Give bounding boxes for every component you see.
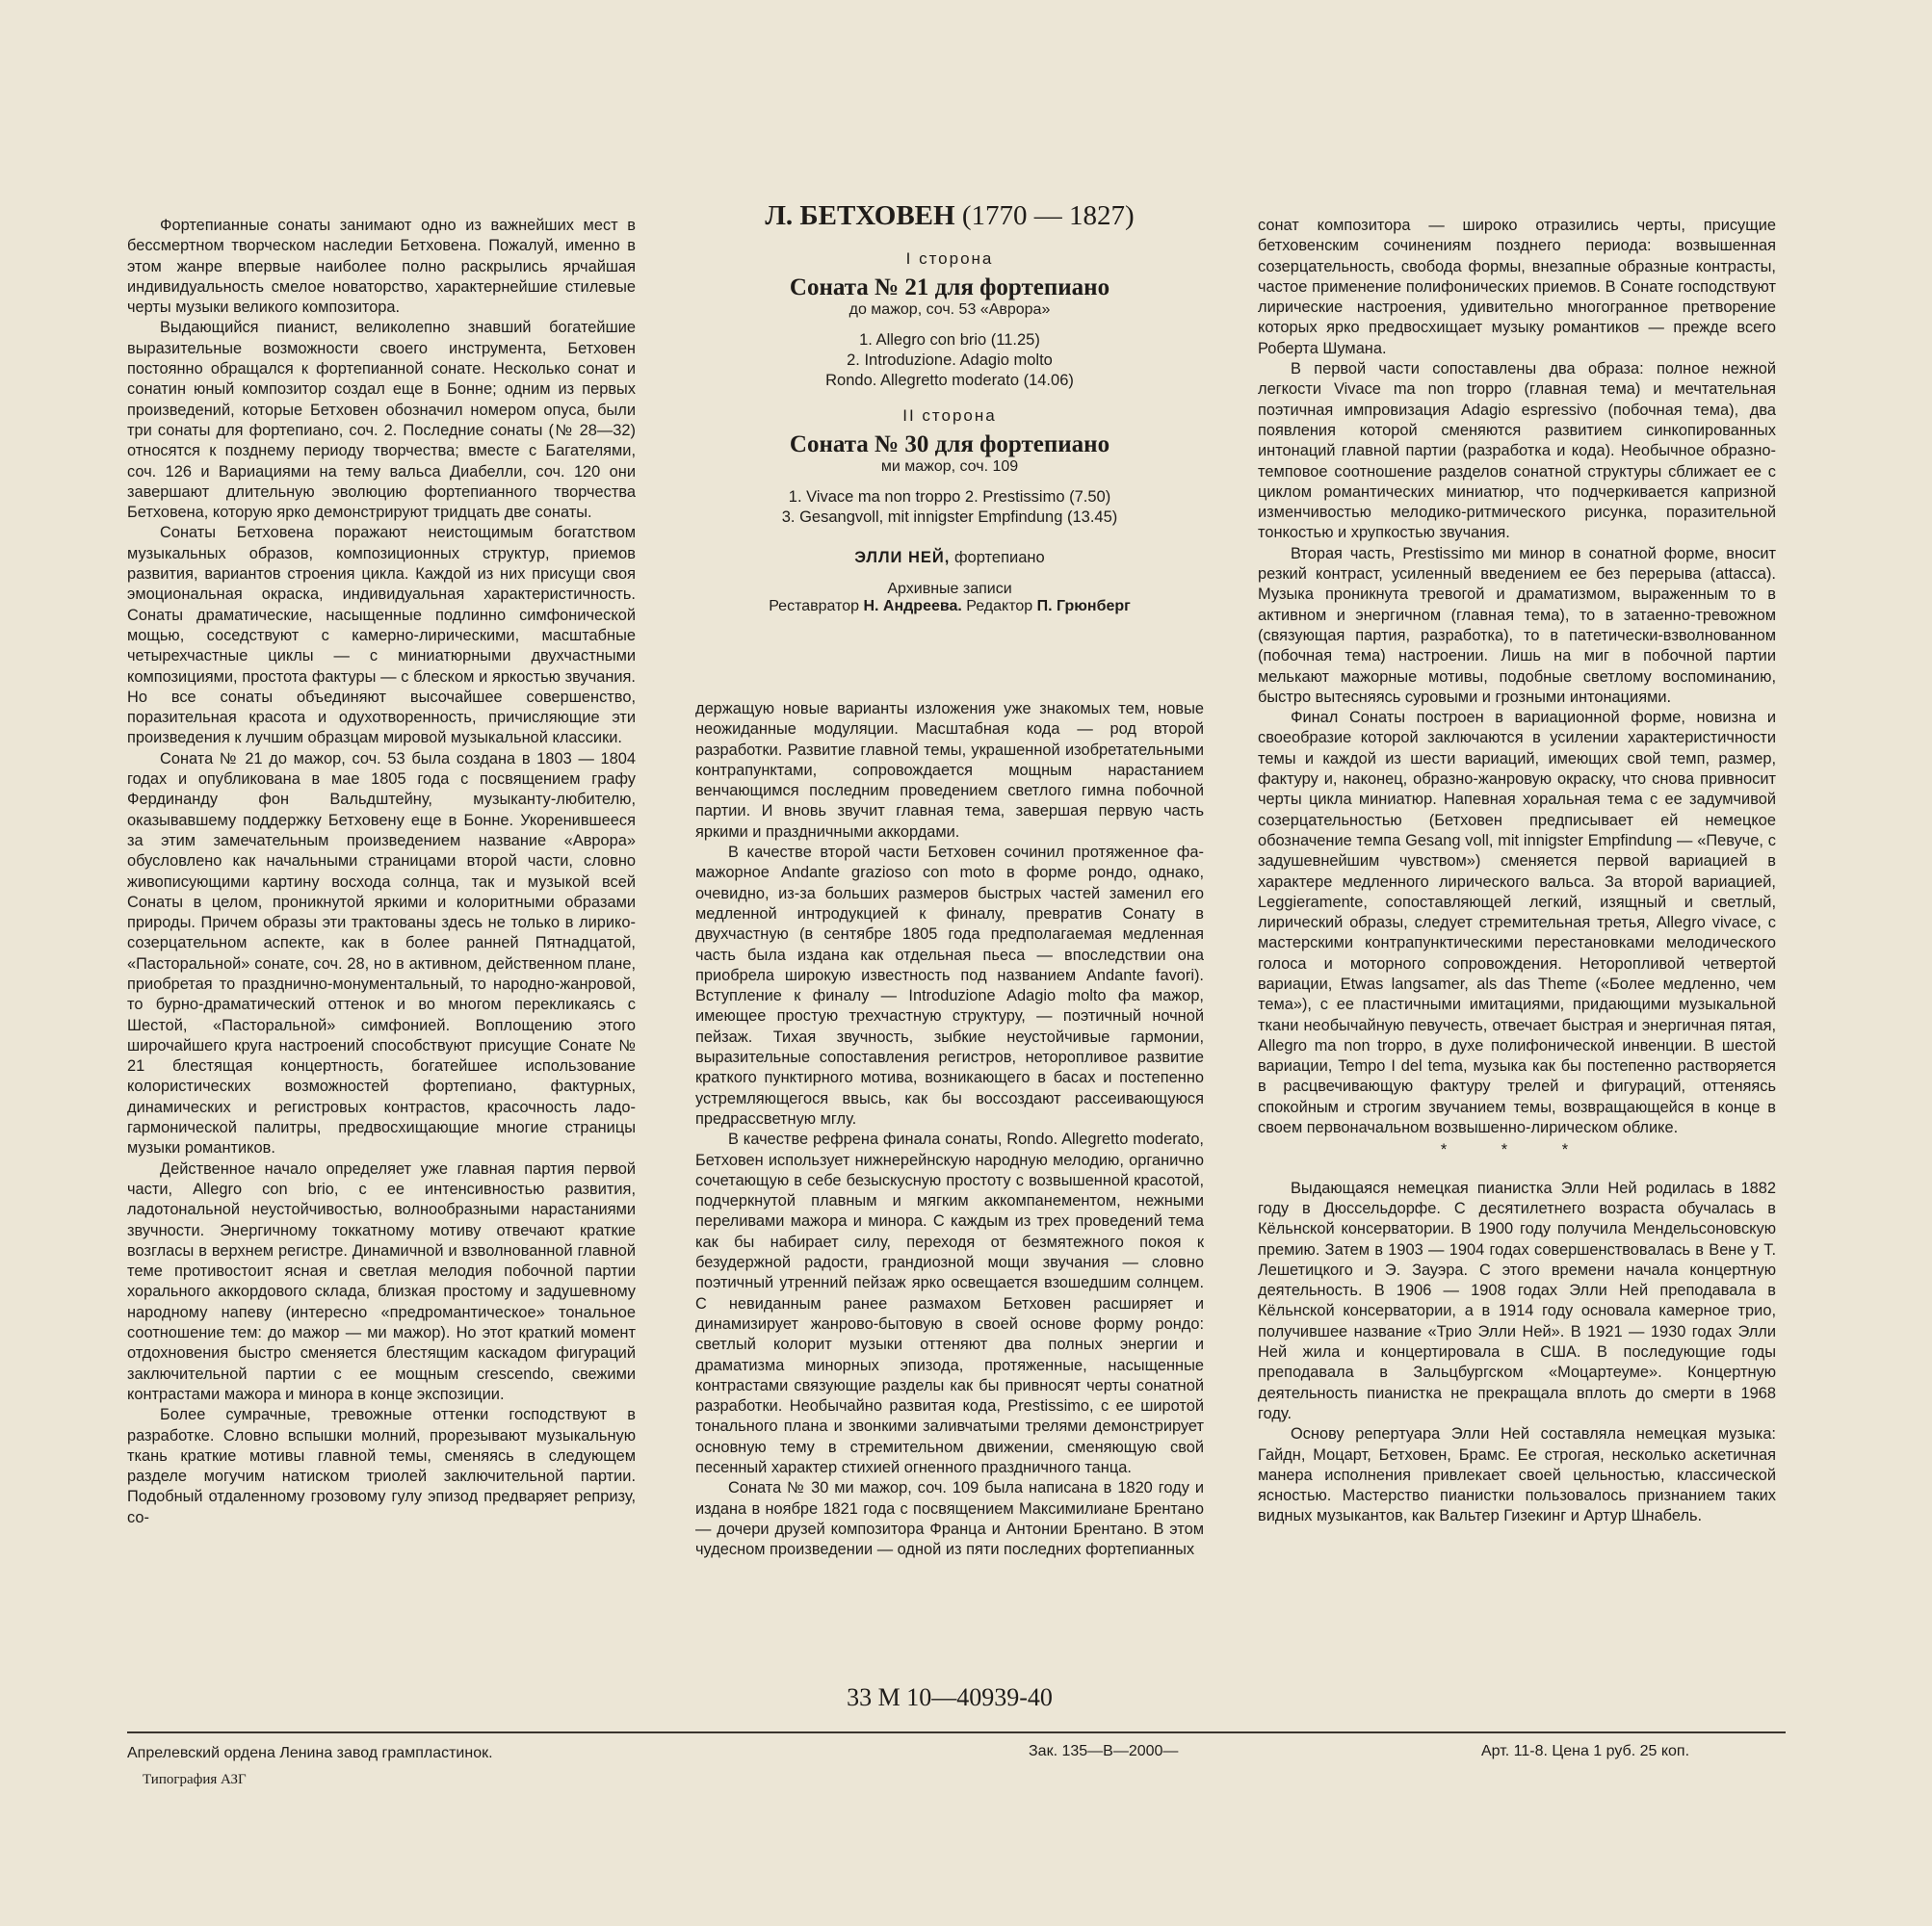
printer-line: Типография АЗГ (143, 1772, 247, 1787)
performer-role: фортепиано (953, 549, 1045, 566)
middle-text-column (695, 699, 1204, 1560)
paragraph: держащую новые варианты изложения уже знакомых тем, новые неожиданные модуляции. Масштабная кода — род второй разработки. Развитие главной темы, украшенной изобретательными контрапунктами, сопровождается мощным нарастанием венчающимся последним проведением светлого гимна побочной партии. И вновь звучит главная тема, завершая первую часть яркими и праздничными аккордами. (695, 700, 1204, 841)
paragraph: В качестве рефрена финала сонаты, Rondo. Allegretto moderato, Бетховен использует нижнерейнскую народную мелодию, органично сочетающую в себе безыскусную простоту с возвышенной красотой, подчеркнутой плавным и мягким аккомпанементом, нежными переливами мажора и минора. С каждым из трех проведений тема как бы набирает силу, переходя от безмятежного покоя к безудержной радости, грандиозной мощи звучания — словно поэтичный утренний пейзаж ярко освещается взошедшим солнцем. С невиданным ранее размахом Бетховен расширяет и динамизирует жанрово-бытовую в своей основе форму рондо: светлый колорит музыки оттеняют два полных энергии и драматизма минорных эпизода, протяженные, насыщенные контрастами связующие разделы как бы привносят черты сонатной разработки. Необычайно развитая кода, Prestissimo, с ее широтой тонального плана и звонкими заливчатыми трелями демонстрирует основную тему в стремительном движении, сменяющую свой песенный характер стихией огненного праздничного танца. (695, 1131, 1204, 1476)
sonata-21-title: Соната № 21 для фортепиано (789, 274, 1110, 300)
paragraph: Соната № 21 до мажор, соч. 53 была создана в 1803 — 1804 годах и опубликована в мае 1805 года с посвящением графу Фердинанду фон Вальдштейну, музыканту-любителю, оказывавшему поддержку Бетховену еще в Бонне. Укоренившееся за этим замечательным произведением название «Аврора» обусловлено как начальными страницами второй части, словно живописующими картину восхода солнца, так и музыкой всей Сонаты в целом, проникнутой яркими и колоритными образами природы. Причем образы эти трактованы здесь не только в лирико-созерцательном аспекте, как в более ранней Пятнадцатой, «Пасторальной» сонате, соч. 28, но в активном, действенном плане, приобретая то празднично-монументальный, то народно-жанровой, то бурно-драматический оттенок и во многом перекликаясь с Шестой, «Пасторальной» симфонией. Воплощению этого широчайшего круга настроений способствуют присущие Сонате № 21 блестящая концертность, богатейшее использование колористических возможностей фортепиано, фактурных, динамических и регистровых контрастов, красочность ладо-гармонической палитры, предвосхищающие многие страницы музыки романтиков. (127, 749, 636, 1158)
composer-name: Л. БЕТХОВЕН (765, 200, 955, 231)
archive-note: Архивные записи (887, 581, 1012, 597)
performer-name: ЭЛЛИ НЕЙ, (854, 549, 951, 566)
catalog-number: 33 М 10—40939-40 (847, 1683, 1053, 1711)
editor-name: П. Грюнберг (1036, 598, 1131, 614)
left-text-column (127, 216, 636, 1528)
paragraph: Финал Сонаты построен в вариационной форме, новизна и своеобразие которой заключаются в усилении характеристичности темы и каждой из шести вариаций, имеющих свой темп, размер, фактуру и, наконец, образно-жанровую окраску, что снова привносит черты цикла миниатюр. Напевная хоральная тема с ее задумчивой созерцательностью (Бетховен предписывает ей немецкое обозначение темпа Gesang voll, mit innigster Empfindung — «Певуче, с задушевнейшим чувством») сменяется первой вариацией в характере медленного лирического вальса. За второй вариацией, Leggieramente, сопоставляющей легкий, изящный и светлый, лирический образы, следует стремительная третья, Allegro vivace, с мастерскими контрапунктическими перестановками мелодического голоса и моторного сопровождения. Неторопливой четвертой вариации, Etwas langsamer, als das Theme («Более медленно, чем тема»), с ее пластичными имитациями, придающими музыкальной ткани необычайную певучесть, отвечает быстрая и энергичная пятая, Allegro ma non troppo, в духе полифонической инвенции. В шестой вариации, Tempo I del tema, музыка как бы постепенно растворяется в расцвечивающую фактуру трелей и фигураций, оттеняясь спокойным и строгим звучанием темы, возвращающейся в конце в своем первоначальном возвышенно-лирическом облике. (1258, 709, 1776, 1137)
paragraph: Выдающийся пианист, великолепно знавший богатейшие выразительные возможности своего инструмента, Бетховен постоянно обращался к фортепианной сонате. Несколько сонат и сонатин юный композитор создал еще в Бонне; одним из первых произведений, которые Бетховен обозначил номером опуса, были три сонаты для фортепиано, соч. 2. Последние сонаты (№ 28—32) относятся к позднему периоду творчества; вместе с Багателями, соч. 126 и Вариациями на тему вальса Диабелли, соч. 120 они завершают длительную эволюцию фортепианного творчества Бетховена, которую ярко демонстрируют тридцать две сонаты. (127, 319, 636, 522)
sonata-30-key: ми мажор, соч. 109 (880, 458, 1019, 475)
track: 1. Vivace ma non troppo 2. Prestissimo (7.50) (788, 488, 1111, 506)
paragraph: Вторая часть, Prestissimo ми минор в сонатной форме, вносит резкий контраст, усиленный введением ее без перерыва (attacca). Музыка проникнута тревогой и драматизмом, выраженным то в активном и энергичном (главная тема), то в затаенно-тревожном (связующая партия, разработка), то в патетически-взволнованном (побочная тема) настроении. Лишь на миг в побочной партии мелькают мажорные мотивы, подобные светлому воспоминанию, быстро вытесняясь суровыми и грозными интонациями. (1258, 544, 1776, 706)
paragraph: Соната № 30 ми мажор, соч. 109 была написана в 1820 году и издана в ноябре 1821 года с посвящением Максимилиане Брентано — дочери друзей композитора Франца и Антонии Брентано. В этом чудесном произведении — одной из пяти последних фортепианных (695, 1479, 1204, 1559)
paragraph: Основу репертуара Элли Ней составляла немецкая музыка: Гайдн, Моцарт, Бетховен, Брамс. Ее строгая, несколько аскетичная манера исполнения привлекает своей цельностью, классической ясностью. Мастерство пианистки пользовалось признанием таких видных музыкантов, как Вальтер Гизекинг и Артур Шнабель. (1258, 1425, 1776, 1525)
paragraph: Более сумрачные, тревожные оттенки господствуют в разработке. Словно вспышки молний, прорезывают музыкальную ткань краткие мотивы главной темы, сменяясь в следующем разделе могучим натиском триолей заключительной партии. Подобный отдаленному грозовому гулу эпизод предваряет репризу, со- (127, 1406, 636, 1526)
order-number: Зак. 135—В—2000— (1029, 1743, 1179, 1759)
price-line: Арт. 11-8. Цена 1 руб. 25 коп. (1481, 1743, 1690, 1759)
paragraph: Действенное начало определяет уже главная партия первой части, Allegro con brio, с ее интенсивностью развития, ладотональной неустойчивостью, волнообразными нарастаниями звучности. Энергичному токкатному мотиву отвечают краткие возгласы в верхнем регистре. Динамичной и взволнованной главной теме противостоит ясная и светлая мелодия побочной партии хорального аккордового склада, близкая простому и задушевному народному напеву (интересно «предромантическое» тональное соотношение тем: до мажор — ми мажор). Но этот краткий момент отдохновения быстро сменяется блестящим каскадом фигураций заключительной партии с ее мощным crescendo, свежими контрастами мажора и минора в конце экспозиции. (127, 1159, 636, 1403)
paragraph: сонат композитора — широко отразились черты, присущие бетховенским сочинениям позднего периода: возвышенная созерцательность, свобода формы, внезапные образные контрасты, частое применение полифонических приемов. В Сонате господствуют лирические настроения, удивительно многогранное претворение которых ярко предвосхищает музыку романтиков — прежде всего Роберта Шумана. (1258, 217, 1776, 357)
right-text-column (1258, 216, 1776, 1527)
side-one-label: I сторона (905, 249, 994, 268)
paragraph: В качестве второй части Бетховен сочинил протяженное фа-мажорное Andante grazioso con moto в форме рондо, однако, очевидно, из-за больших размеров быстрых частей заменил его медленной интродукцией к финалу, превратив Сонату в двухчастную (в сентябре 1805 года предполагаемая медленная часть была издана как отдельная пьеса — впоследствии она приобрела широкую известность под названием Andante favori). Вступление к финалу — Introduzione Adagio molto фа мажор, имеющее простую трехчастную структуру, — поэтичный ночной пейзаж. Тихая звучность, зыбкие неустойчивые гармонии, выразительные сопоставления регистров, неторопливое развитие краткого пунктирного мотива, возникающего в басах и постепенно устремляющегося ввысь, как бы воссоздают рассеивающуюся предрассветную мглу. (695, 844, 1204, 1128)
restorer-label: Реставратор (769, 598, 860, 614)
sonata-21-key: до мажор, соч. 53 «Аврора» (849, 301, 1051, 318)
paragraph: Сонаты Бетховена поражают неистощимым богатством музыкальных образов, композиционных структур, приемов развития, вариантов строения цикла. Каждой из них присущи своя эмоциональная окраска, индивидуальная характеристичность. Сонаты драматические, насыщенные подлинно симфонической мощью, соседствуют с камерно-лирическими, масштабные четырехчастные циклы — с миниатюрными двухчастными композициями, простота фактуры — с блеском и яркостью звучания. Но все сонаты объединяют высочайшее совершенство, поразительная красота и одухотворенность, причисляющие эти произведения к лучшим образцам мировой музыкальной классики. (127, 524, 636, 747)
editor-label: Редактор (966, 598, 1033, 614)
composer-years: (1770 — 1827) (961, 200, 1135, 231)
track: 2. Introduzione. Adagio molto (847, 351, 1053, 369)
credits (695, 598, 1204, 615)
performer (695, 549, 1204, 567)
side-two-label: II сторона (902, 406, 997, 425)
track: 1. Allegro con brio (11.25) (859, 331, 1040, 349)
program-header (695, 200, 1204, 615)
track: 3. Gesangvoll, mit innigster Empfindung (13.45) (781, 508, 1118, 526)
section-separator: * * * (1440, 1141, 1594, 1159)
paragraph: Фортепианные сонаты занимают одно из важнейших мест в бессмертном творческом наследии Бетховена. Пожалуй, именно в этом жанре впервые наиболее полно раскрылись ярчайшая индивидуальность смелое новаторство, характернейшие стилевые черты музыки великого композитора. (127, 217, 636, 317)
composer-heading (695, 200, 1204, 232)
sonata-30-title: Соната № 30 для фортепиано (789, 431, 1110, 457)
footer-divider (127, 1731, 1786, 1733)
restorer-name: Н. Андреева. (863, 598, 962, 614)
manufacturer-line: Апрелевский ордена Ленина завод грампластинок. (127, 1745, 493, 1761)
track: Rondo. Allegretto moderato (14.06) (825, 372, 1074, 389)
paragraph: В первой части сопоставлены два образа: полное нежной легкости Vivace ma non troppo (главная тема) и мечтательная поэтичная импровизация Adagio espressivo (побочная тема), два появления которой сменяются развитием синкопированных интонаций главной партии (разработка и кода). Необычное образно-темповое соотношение разделов сонатной структуры сближает ее с циклом романтических миниатюр, что подчеркивается капризной изменчивостью мелодико-ритмического рисунка, поразительной тонкостью и хрупкостью звучания. (1258, 360, 1776, 542)
paragraph: Выдающаяся немецкая пианистка Элли Ней родилась в 1882 году в Дюссельдорфе. С десятилетнего возраста обучалась в Кёльнской консерватории. В 1900 году получила Мендельсоновскую премию. Затем в 1903 — 1904 годах совершенствовалась в Вене у Т. Лешетицкого и Э. Зауэра. С этого времени начала концертную деятельность. В 1906 — 1908 годах Элли Ней преподавала в Кёльнской консерватории, а в 1914 году основала камерное трио, получившее название «Трио Элли Ней». В 1921 — 1930 годах Элли Ней жила и концертировала в США. В последующие годы преподавала в Зальцбургском «Моцартеуме». Концертную деятельность пианистка не прекращала вплоть до смерти в 1968 году. (1258, 1179, 1776, 1422)
